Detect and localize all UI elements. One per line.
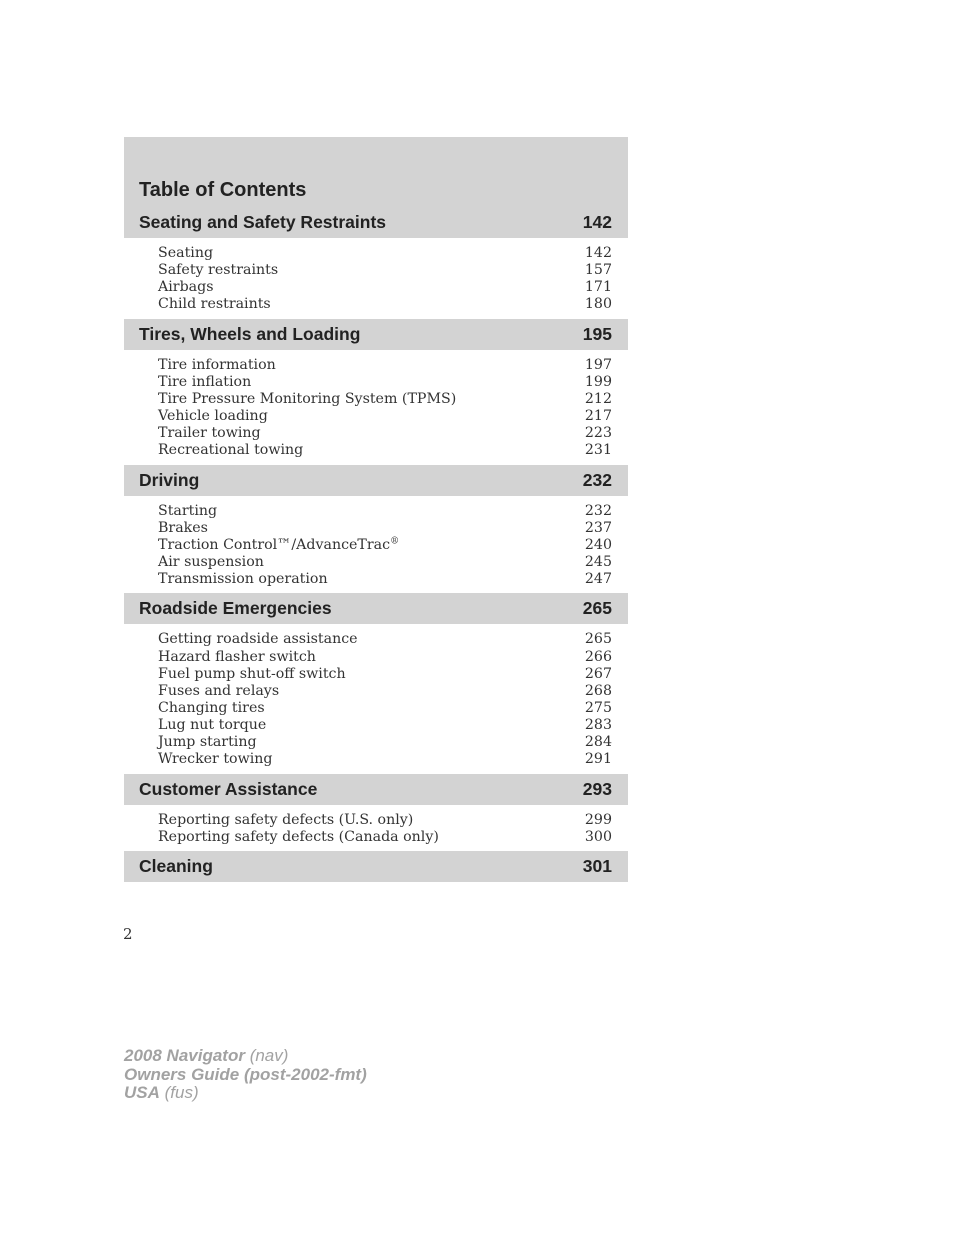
entry-page: 268 [584,682,612,699]
entry-label: Tire inflation [158,373,252,390]
footer-line-3 [124,1084,367,1103]
toc-entry[interactable] [158,520,612,537]
toc-entry-list [124,496,628,594]
toc-section-header[interactable] [124,851,628,882]
entry-page: 283 [584,717,612,734]
entry-label: Transmission operation [158,571,328,588]
entry-label: Changing tires [158,699,265,716]
registered-mark: ® [390,536,400,547]
entry-label-wrap [158,700,265,717]
section-page: 232 [582,469,612,490]
toc-entry[interactable] [158,734,612,751]
entry-label-wrap [158,683,279,700]
entry-page: 142 [584,245,612,261]
entry-label-wrap [158,649,316,666]
section-title: Tires, Wheels and Loading [139,323,361,344]
entry-label: Reporting safety defects (Canada only) [158,828,439,845]
toc-entry[interactable] [158,245,612,262]
entry-label: Fuses and relays [158,682,280,699]
section-title: Cleaning [139,855,213,876]
entry-label: Recreational towing [158,442,304,459]
toc-section-header[interactable] [124,207,628,238]
footer-market-code: (fus) [164,1083,199,1102]
entry-page: 231 [584,442,612,459]
entry-label: Air suspension [158,554,264,571]
section-title: Driving [139,469,200,490]
entry-page: 232 [584,502,612,519]
section-page: 301 [582,855,612,876]
footer-line-1 [124,1047,367,1066]
toc-entry-list [124,805,628,851]
entry-label: Getting roadside assistance [158,631,358,648]
toc-entry[interactable] [158,649,612,666]
toc-section-header[interactable] [124,593,628,624]
entry-label: Child restraints [158,296,271,313]
entry-page: 267 [584,665,612,682]
toc-entry-list [124,350,628,465]
toc-entry[interactable] [158,374,612,391]
section-title: Roadside Emergencies [139,598,332,619]
entry-label-wrap [158,554,264,571]
entry-label-wrap [158,537,399,554]
entry-label-wrap [158,631,358,648]
entry-page: 291 [584,751,612,768]
entry-label-wrap [158,717,266,734]
section-title: Customer Assistance [139,778,318,799]
footer-model-code: (nav) [249,1046,289,1065]
entry-label-wrap [158,262,278,279]
entry-label: Tire Pressure Monitoring System (TPMS) [158,390,457,407]
toc-entry[interactable] [158,554,612,571]
footer-guide: Owners Guide (post-2002-fmt) [124,1064,367,1084]
page-number: 2 [123,925,133,943]
toc-entry[interactable] [158,503,612,520]
section-page: 142 [582,212,612,232]
footer-line-2 [124,1066,367,1085]
entry-page: 240 [584,536,612,553]
toc-entry[interactable] [158,571,612,588]
entry-page: 266 [584,648,612,665]
entry-page: 300 [584,828,612,845]
section-page: 265 [582,598,612,619]
entry-label: Trailer towing [158,425,261,442]
toc-entry[interactable] [158,717,612,734]
entry-label-wrap [158,734,257,751]
entry-label-wrap [158,245,213,262]
entry-label-wrap [158,829,439,846]
entry-page: 223 [584,425,612,442]
entry-label-wrap [158,442,303,459]
entry-label: Lug nut torque [158,717,267,734]
toc-section-header[interactable] [124,465,628,496]
section-title: Seating and Safety Restraints [139,212,387,232]
entry-label-wrap [158,520,208,537]
entry-label: Traction Control™/AdvanceTrac [158,536,391,553]
entry-page: 275 [584,699,612,716]
toc-entry[interactable] [158,425,612,442]
entry-label-wrap [158,296,271,313]
entry-page: 157 [584,262,612,279]
entry-page: 237 [584,519,612,536]
entry-label-wrap [158,503,217,520]
entry-label-wrap [158,374,251,391]
entry-label: Airbags [158,279,214,296]
footer-model: 2008 Navigator [124,1046,245,1065]
toc-entry[interactable] [158,683,612,700]
entry-label-wrap [158,408,268,425]
toc-entry[interactable] [158,442,612,459]
entry-label: Wrecker towing [158,751,273,768]
entry-label: Hazard flasher switch [158,648,316,665]
toc-entry-list [124,624,628,773]
entry-label-wrap [158,425,261,442]
entry-label: Seating [158,245,214,261]
entry-page: 171 [584,279,612,296]
entry-label-wrap [158,279,213,296]
toc-entry[interactable] [158,391,612,408]
toc-title: Table of Contents [139,179,307,201]
entry-page: 212 [584,390,612,407]
entry-page: 284 [584,734,612,751]
entry-label: Vehicle loading [158,408,268,425]
toc-entry[interactable] [158,666,612,683]
toc-entry[interactable] [158,262,612,279]
table-of-contents [124,137,628,882]
toc-header [124,137,628,207]
entry-label-wrap [158,666,346,683]
toc-entry[interactable] [158,279,612,296]
entry-label: Starting [158,502,218,519]
entry-label: Jump starting [158,734,257,751]
footer [124,1047,367,1103]
toc-entry[interactable] [158,829,612,846]
toc-section-header[interactable] [124,774,628,805]
toc-entry[interactable] [158,812,612,829]
entry-label: Brakes [158,519,208,536]
footer-market: USA [124,1083,160,1102]
toc-entry[interactable] [158,751,612,768]
entry-page: 197 [584,356,612,373]
toc-section-header[interactable] [124,319,628,350]
entry-label: Safety restraints [158,262,279,279]
entry-label-wrap [158,812,413,829]
entry-page: 180 [584,296,612,313]
entry-label: Reporting safety defects (U.S. only) [158,811,414,828]
entry-page: 265 [584,631,612,648]
toc-entry[interactable] [158,631,612,648]
entry-page: 299 [584,811,612,828]
entry-label: Tire information [158,356,276,373]
toc-entry[interactable] [158,408,612,425]
toc-entry[interactable] [158,357,612,374]
entry-label: Fuel pump shut-off switch [158,665,346,682]
entry-label-wrap [158,751,273,768]
toc-sections [124,207,628,882]
toc-entry[interactable] [158,537,612,554]
entry-page: 199 [584,373,612,390]
entry-label-wrap [158,571,328,588]
entry-label-wrap [158,391,456,408]
entry-page: 245 [584,554,612,571]
entry-label-wrap [158,357,276,374]
toc-entry[interactable] [158,700,612,717]
section-page: 293 [582,778,612,799]
entry-page: 247 [584,571,612,588]
toc-entry-list [124,238,628,319]
toc-entry[interactable] [158,296,612,313]
section-page: 195 [582,323,612,344]
entry-page: 217 [584,408,612,425]
